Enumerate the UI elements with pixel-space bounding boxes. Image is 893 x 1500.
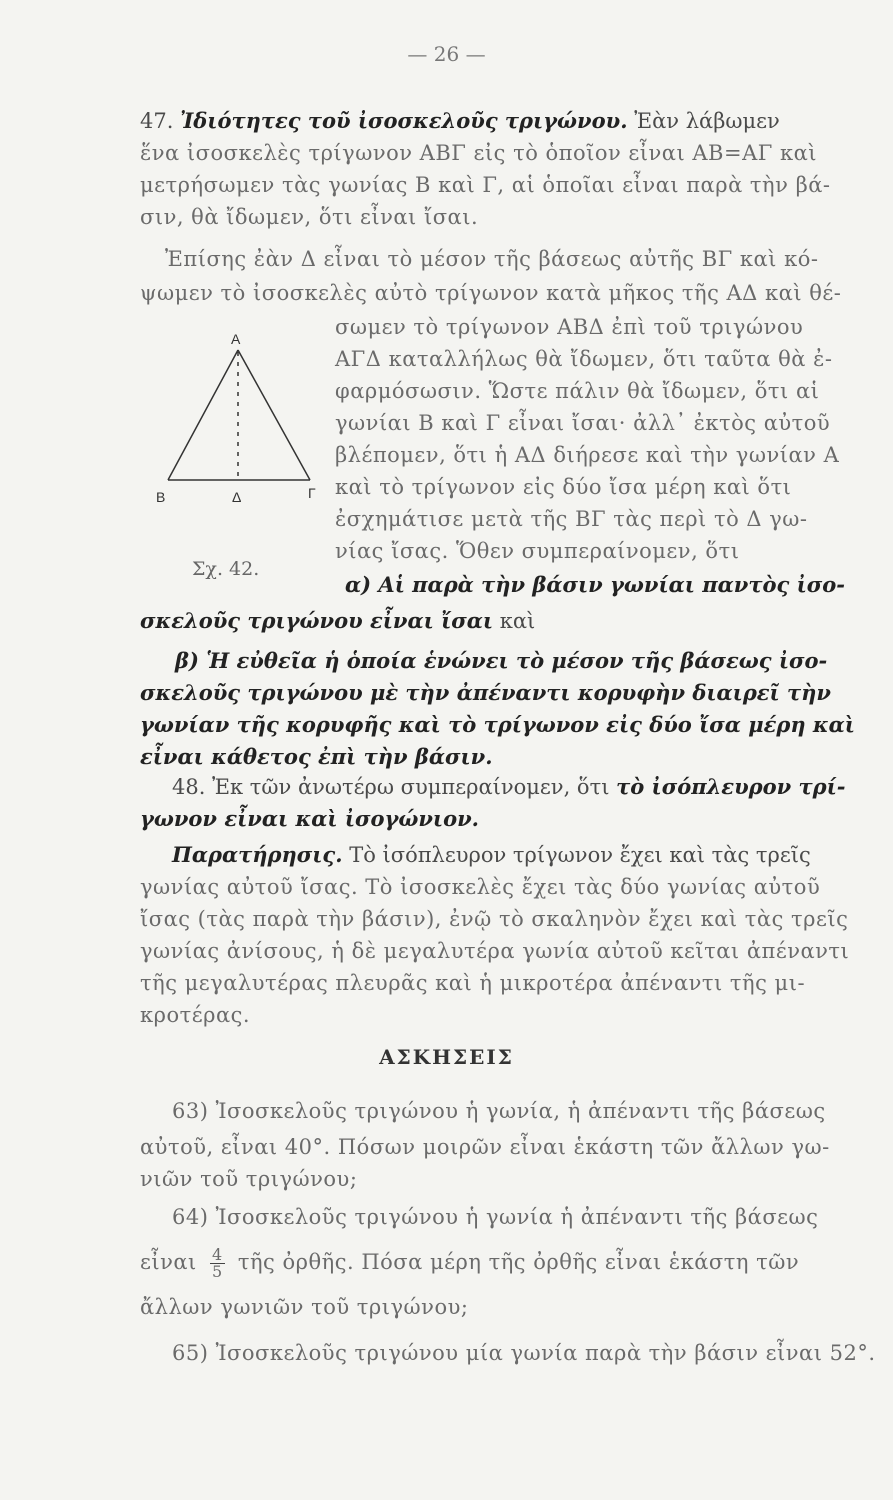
remark-first-line: [172, 842, 893, 868]
section-47-line: σιν, θὰ ἴδωμεν, ὅτι εἶναι ἴσαι.: [140, 205, 479, 229]
triangle-figure: [150, 330, 330, 530]
section-47-line: καὶ τὸ τρίγωνον εἰς δύο ἴσα μέρη καὶ ὅτι: [335, 475, 792, 499]
exercise-63-line: αὐτοῦ, εἶναι 40°. Πόσων μοιρῶν εἶναι ἑκάστη τῶν ἄλλων γω-: [140, 1135, 830, 1159]
point-label-d: Δ: [232, 489, 242, 505]
remark-line: ἴσας (τὰς παρὰ τὴν βάσιν), ἐνῷ τὸ σκαληνὸν ἔχει καὶ τὰς τρεῖς: [140, 907, 849, 931]
conclusion-a-line-2: [140, 608, 880, 634]
exercise-64-pre: εἶναι: [140, 1250, 197, 1274]
section-48-bold-start: τὸ ἰσόπλευρον τρί-: [616, 774, 846, 799]
exercise-64-line: 64) Ἰσοσκελοῦς τριγώνου ἡ γωνία ἡ ἀπέναντι τῆς βάσεως: [172, 1205, 819, 1229]
section-47-title: Ἰδιότητες τοῦ ἰσοσκελοῦς τριγώνου.: [180, 108, 628, 133]
exercise-64-fraction-line: [140, 1240, 880, 1284]
vertex-label-b: Β: [156, 489, 166, 505]
section-47-line: σωμεν τὸ τρίγωνον ΑΒΔ ἐπὶ τοῦ τριγώνου: [335, 315, 804, 339]
section-47-line: ἐσχημάτισε μετὰ τῆς ΒΓ τὰς περὶ τὸ Δ γω-: [335, 507, 808, 531]
side-ag: [238, 350, 310, 480]
remark-line: γωνίας ἀνίσους, ἡ δὲ μεγαλυτέρα γωνία αὐτοῦ κεῖται ἀπέναντι: [140, 939, 850, 963]
exercise-64-line: ἄλλων γωνιῶν τοῦ τριγώνου;: [140, 1295, 469, 1319]
section-47-line: ΑΓΔ καταλλήλως θὰ ἴδωμεν, ὅτι ταῦτα θὰ ἐ-: [335, 347, 833, 371]
section-48-line-2: γωνον εἶναι καὶ ἰσογώνιον.: [140, 806, 479, 831]
section-47-line: Ἐπίσης ἐὰν Δ εἶναι τὸ μέσον τῆς βάσεως αὐτῆς ΒΓ καὶ κό-: [165, 247, 819, 271]
section-47-line: γωνίαι Β καὶ Γ εἶναι ἴσαι· ἀλλ᾽ ἐκτὸς αὐτοῦ: [335, 411, 831, 435]
conclusion-a-line-1: α) Αἱ παρὰ τὴν βάσιν γωνίαι παντὸς ἰσο-: [345, 572, 845, 597]
vertex-label-a: Α: [231, 331, 241, 347]
section-47-line: ἕνα ἰσοσκελὲς τρίγωνον ΑΒΓ εἰς τὸ ὁποῖον εἶναι ΑΒ=ΑΓ καὶ: [140, 141, 818, 165]
section-48-intro: 48. Ἐκ τῶν ἀνωτέρω συμπεραίνομεν, ὅτι: [172, 775, 610, 799]
section-47-line: ψωμεν τὸ ἰσοσκελὲς αὐτὸ τρίγωνον κατὰ μῆκος τῆς ΑΔ καὶ θέ-: [140, 281, 842, 305]
fraction-numerator: 4: [211, 1245, 223, 1264]
section-47-number: 47.: [140, 109, 174, 133]
remark-line: τῆς μεγαλυτέρας πλευρᾶς καὶ ἡ μικροτέρα ἀπέναντι τῆς μι-: [140, 971, 806, 995]
section-47-text-start: Ἐὰν λάβωμεν: [634, 109, 780, 133]
exercise-63-line: νιῶν τοῦ τριγώνου;: [140, 1167, 358, 1191]
conclusion-b-line: β) Ἡ εὐθεῖα ἡ ὁποία ἑνώνει τὸ μέσον τῆς βάσεως ἰσο-: [175, 648, 828, 673]
remark-line: γωνίας αὐτοῦ ἴσας. Τὸ ἰσοσκελὲς ἔχει τὰς δύο γωνίας αὐτοῦ: [140, 875, 821, 899]
conclusion-b-line: γωνίαν τῆς κορυφῆς καὶ τὸ τρίγωνον εἰς δύο ἴσα μέρη καὶ: [140, 712, 855, 737]
page-number: — 26 —: [407, 42, 486, 66]
section-47-line: νίας ἴσας. Ὅθεν συμπεραίνομεν, ὅτι: [335, 539, 740, 563]
conclusion-a-tail: καὶ: [499, 609, 536, 633]
section-47-line: φαρμόσωσιν. Ὥστε πάλιν θὰ ἴδωμεν, ὅτι αἱ: [335, 379, 820, 403]
fraction-four-fifths: [210, 1247, 225, 1280]
section-48-line-1: [172, 774, 893, 800]
conclusion-b-line: εἶναι κάθετος ἐπὶ τὴν βάσιν.: [140, 744, 493, 769]
exercise-65-line: 65) Ἰσοσκελοῦς τριγώνου μία γωνία παρὰ τὴν βάσιν εἶναι 52°.: [172, 1341, 876, 1365]
exercises-heading: ΑΣΚΗΣΕΙΣ: [379, 1045, 514, 1069]
conclusion-a-text: σκελοῦς τριγώνου εἶναι ἴσαι: [140, 608, 494, 633]
exercise-64-post: τῆς ὀρθῆς. Πόσα μέρη τῆς ὀρθῆς εἶναι ἑκάστη τῶν: [237, 1250, 800, 1274]
figure-caption: Σχ. 42.: [192, 558, 260, 580]
remark-line: κροτέρας.: [140, 1003, 251, 1027]
remark-first-text: Τὸ ἰσόπλευρον τρίγωνον ἔχει καὶ τὰς τρεῖς: [349, 843, 811, 867]
exercise-63-line: 63) Ἰσοσκελοῦς τριγώνου ἡ γωνία, ἡ ἀπέναντι τῆς βάσεως: [172, 1099, 826, 1123]
vertex-label-g: Γ: [308, 485, 316, 501]
isosceles-triangle-diagram: [150, 330, 330, 530]
side-ab: [168, 350, 238, 480]
remark-title: Παρατήρησις.: [172, 842, 343, 867]
section-47-title-line: [140, 108, 880, 134]
conclusion-b-line: σκελοῦς τριγώνου μὲ τὴν ἀπέναντι κορυφὴν διαιρεῖ τὴν: [140, 680, 831, 705]
fraction-denominator: 5: [211, 1262, 223, 1281]
section-47-line: βλέπομεν, ὅτι ἡ ΑΔ διήρεσε καὶ τὴν γωνίαν Α: [335, 443, 840, 467]
section-47-line: μετρήσωμεν τὰς γωνίας Β καὶ Γ, αἱ ὁποῖαι εἶναι παρὰ τὴν βά-: [140, 173, 831, 197]
